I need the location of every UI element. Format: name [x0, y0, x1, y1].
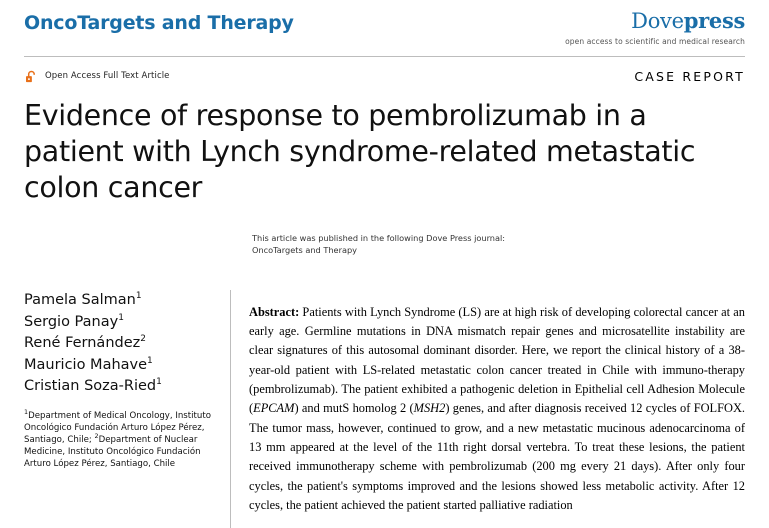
author-column [24, 290, 230, 528]
published-note-line-2: OncoTargets and Therapy [252, 245, 357, 256]
article-body [24, 290, 745, 528]
author-item [24, 376, 218, 397]
publisher-block [565, 0, 745, 46]
author-name: Pamela Salman [24, 292, 136, 309]
abstract-text-1: Patients with Lynch Syndrome (LS) are at high risk of developing colorectal cancer at an early age. Germline mutations in DNA mismatch repair genes and microsatellite instability are clear signatures of this autosomal dominant disorder. Here, we report the clinical history of a 38-year-old patient with LS-related metastatic colon cancer treated in Chile with immuno-therapy (pembrolizumab). The patient exhibited a pathogenic deletion in Epithelial cell Adhesion Molecule ( [249, 304, 745, 416]
abstract-text-2: ) and mutS homolog 2 ( [294, 401, 414, 416]
journal-title: OncoTargets and Therapy [24, 12, 294, 34]
abstract-heading: Abstract: [249, 304, 300, 319]
open-access-row [24, 66, 745, 86]
open-access-lock-icon [24, 69, 39, 84]
masthead [24, 0, 745, 54]
author-name: Mauricio Mahave [24, 356, 148, 373]
publisher-name-bold: press [683, 8, 745, 33]
author-name: Sergio Panay [24, 313, 119, 330]
open-access-group [24, 69, 170, 84]
published-note-line-1: This article was published in the following Dove Press journal: [252, 232, 506, 243]
publisher-name-light: Dove [631, 9, 684, 33]
gene-name-msh2: MSH2 [413, 401, 446, 416]
author-item [24, 290, 218, 311]
author-item [24, 312, 218, 333]
author-affiliation-marker: 1 [135, 291, 142, 302]
author-name: Cristian Soza-Ried [24, 378, 157, 395]
affiliation-marker: 2 [94, 432, 99, 441]
author-name: René Fernández [24, 335, 141, 352]
author-item [24, 333, 218, 354]
abstract-paragraph [249, 303, 745, 516]
page-title: Evidence of response to pembrolizumab in a patient with Lynch syndrome-related metastatic colon cancer [24, 99, 696, 204]
affiliation-marker: 1 [24, 407, 29, 416]
published-in-note [252, 232, 745, 257]
abstract-text-3: ) genes, and after diagnosis received 12 cycles of FOLFOX. The tumor mass, however, continued to grow, and a new metastatic mucinous adenocarcinoma of 13 mm appeared at the level of the 11th right dorsal vertebra. To treat these lesions, the patient received immunotherapy scheme with pembrolizumab (200 mg every 21 days). After only four cycles, the patient's symptoms improved and the lesions showed less metabolic activity. After 12 cycles, the patient achieved the patient started palliative radiation [249, 401, 745, 513]
article-type-label: CASE REPORT [634, 68, 745, 84]
author-affiliation-marker: 1 [118, 312, 124, 323]
dovepress-logo [565, 8, 745, 33]
publisher-tagline: open access to scientific and medical research [565, 37, 745, 46]
affiliation-text: Department of Nuclear Medicine, Instituto Oncológico Fundación Arturo López Pérez, Santiago, Chile [24, 434, 201, 470]
open-access-label: Open Access Full Text Article [45, 71, 170, 81]
author-affiliation-marker: 1 [147, 355, 153, 366]
author-item [24, 355, 218, 376]
abstract-column [230, 290, 745, 528]
affiliation-text: Department of Medical Oncology, Instituto Oncológico Fundación Arturo López Pérez, Santiago, Chile; [24, 410, 211, 445]
masthead-divider [24, 56, 745, 57]
author-affiliation-marker: 1 [156, 377, 162, 388]
gene-name-epcam: EPCAM [253, 401, 295, 416]
author-affiliation-marker: 2 [140, 334, 146, 345]
affiliations-block [24, 407, 218, 471]
